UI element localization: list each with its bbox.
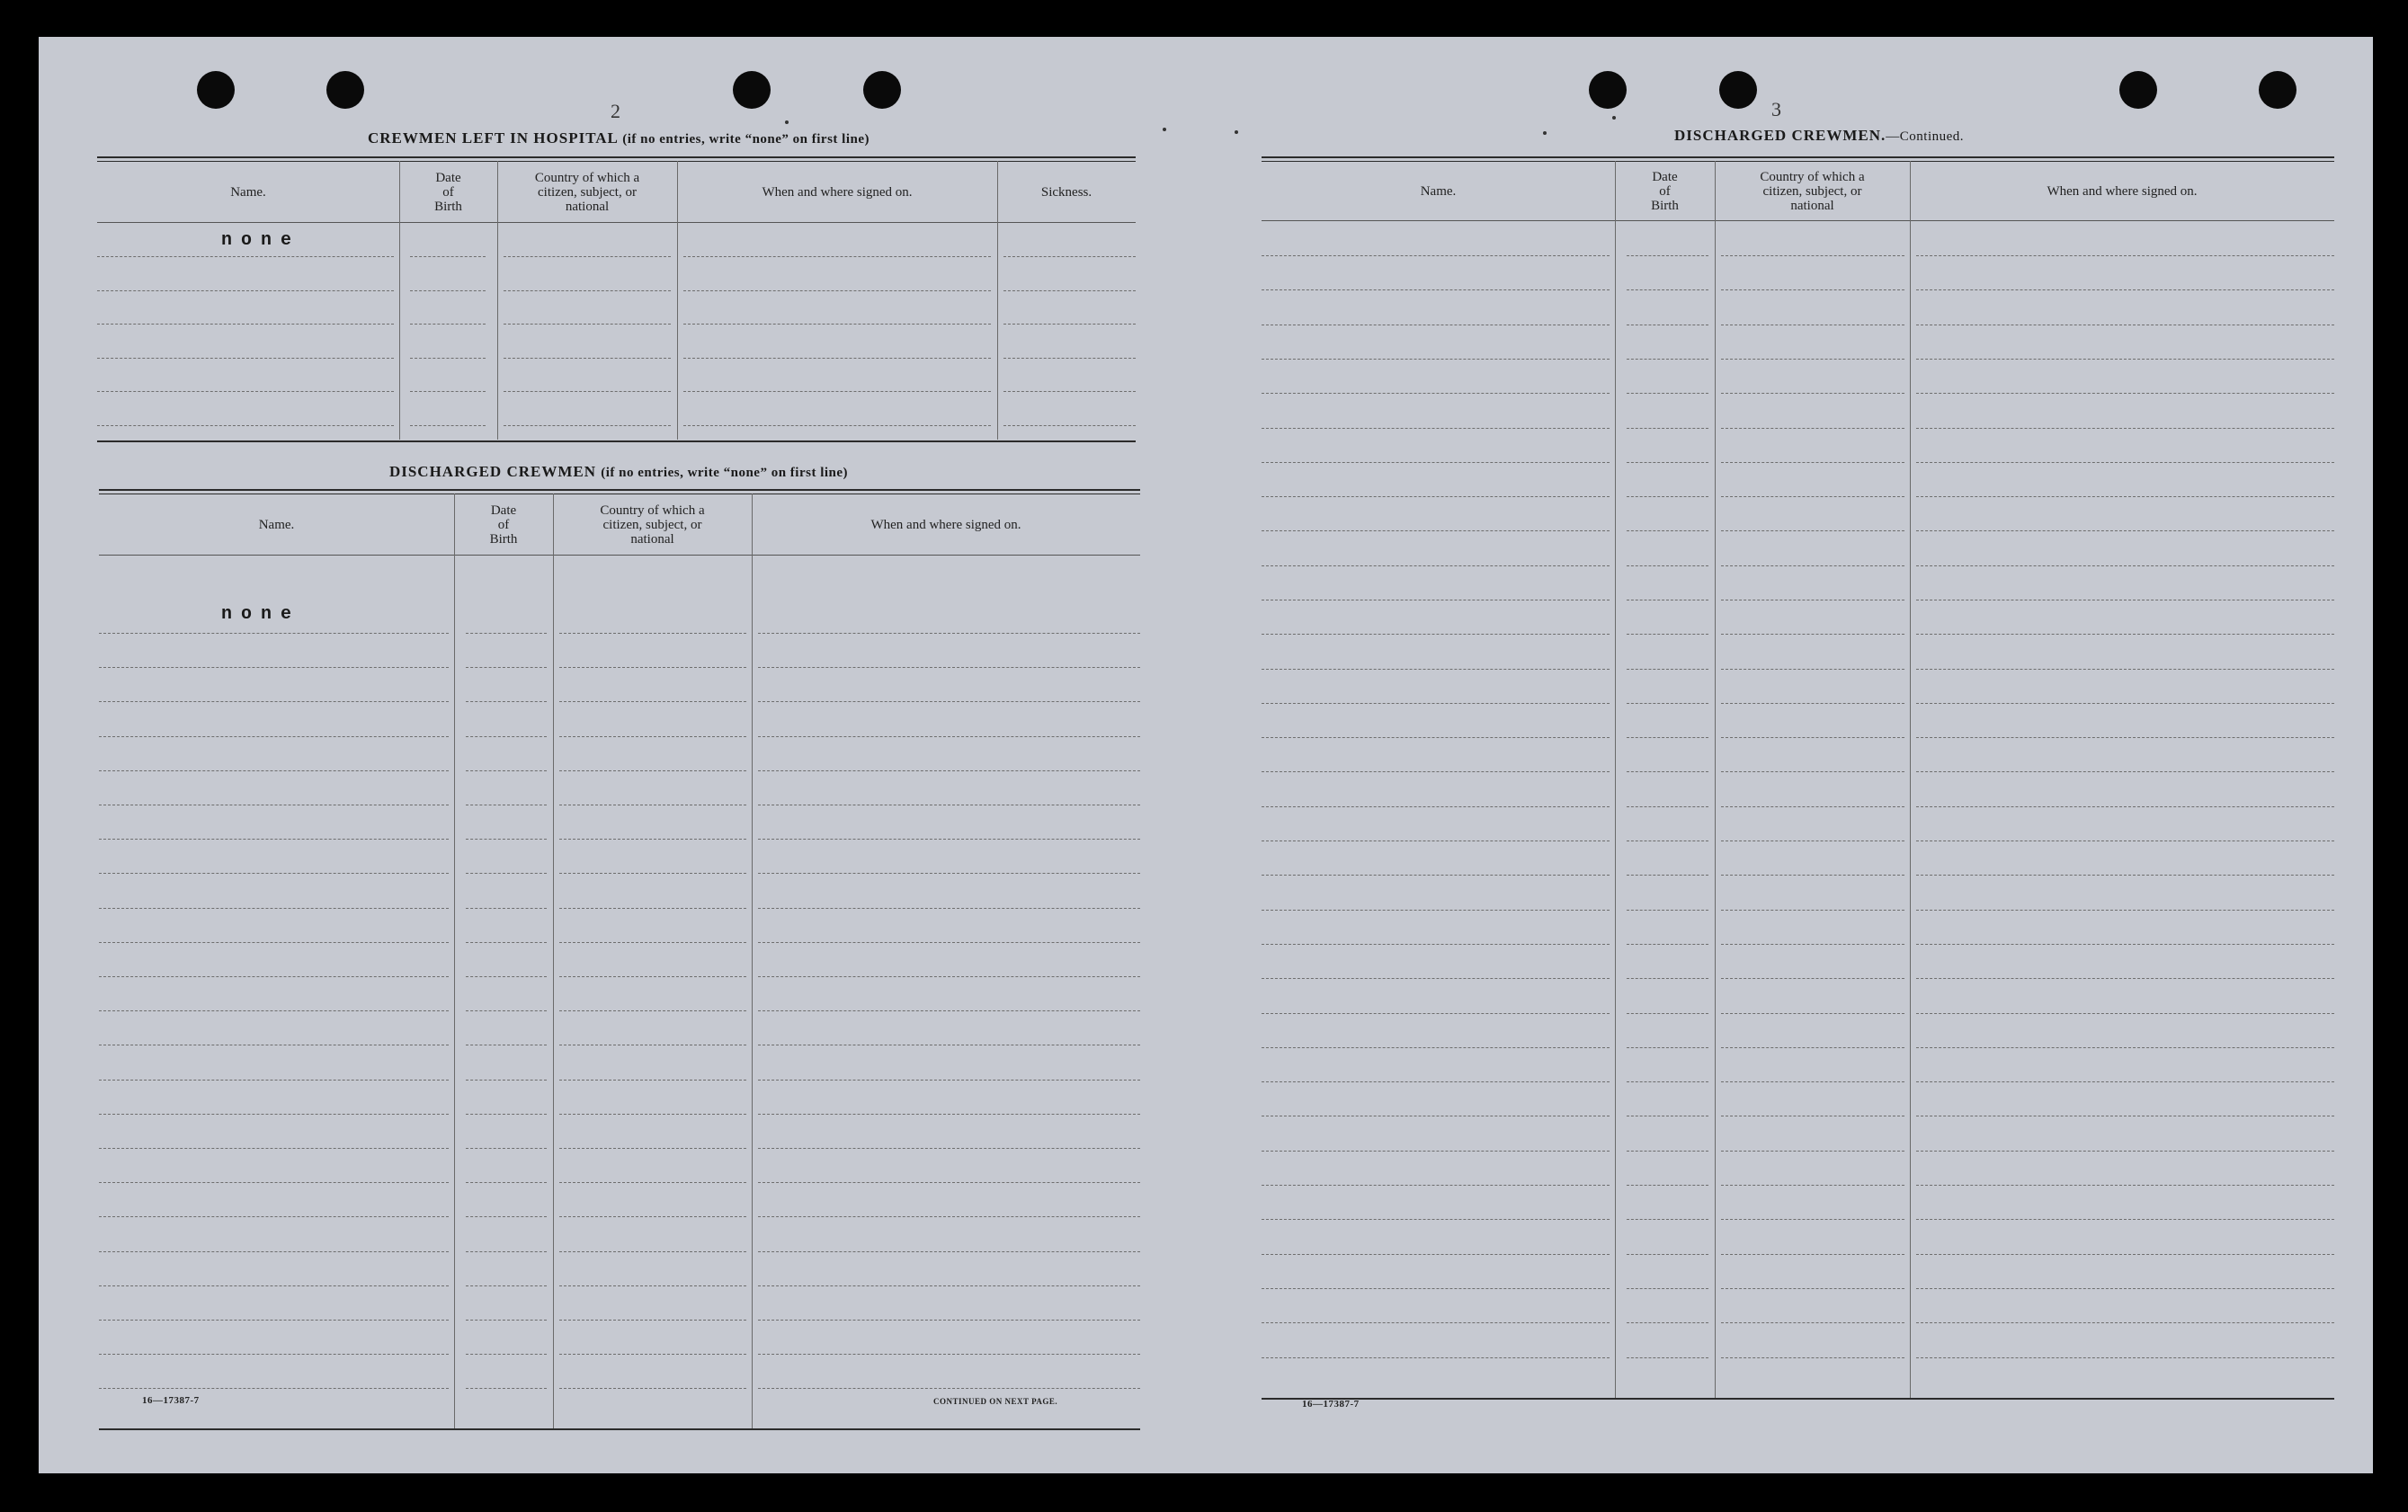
dotted-entry-line [1262,1254,1610,1255]
dotted-entry-line [99,667,449,668]
dotted-entry-line [758,701,1140,702]
dotted-entry-line [1721,1254,1904,1255]
dotted-entry-line [1721,393,1904,394]
dotted-entry-line [1262,565,1610,566]
page-number-right: 3 [1771,98,1781,120]
dotted-entry-line [99,873,449,874]
dotted-entry-line [466,942,547,943]
dotted-entry-line [1627,875,1708,876]
dotted-entry-line [1916,255,2334,256]
dotted-entry-line [758,1320,1140,1321]
dotted-entry-line [1627,1047,1708,1048]
table-top-rule [97,156,1136,158]
dotted-entry-line [559,701,746,702]
dotted-entry-line [410,358,486,359]
dotted-entry-line [1916,1219,2334,1220]
dotted-entry-line [1721,703,1904,704]
dotted-entry-line [1721,462,1904,463]
dotted-entry-line [1721,565,1904,566]
dotted-entry-line [1262,840,1610,841]
dotted-entry-line [559,976,746,977]
ink-speck [785,120,789,124]
punch-hole [197,71,235,109]
dotted-entry-line [1916,944,2334,945]
dotted-entry-line [1627,1219,1708,1220]
dotted-entry-line [1262,806,1610,807]
dotted-entry-line [758,1010,1140,1011]
hospital-section-title [97,129,1140,147]
dotted-entry-line [466,1182,547,1183]
dotted-entry-line [758,736,1140,737]
dotted-entry-line [1721,1081,1904,1082]
dotted-entry-line [466,839,547,840]
dotted-entry-line [410,324,486,325]
dotted-entry-line [466,1148,547,1149]
dotted-entry-line [504,358,671,359]
dotted-entry-line [1627,530,1708,531]
dotted-entry-line [1916,1151,2334,1152]
dotted-entry-line [1721,1047,1904,1048]
dotted-entry-line [466,1354,547,1355]
dotted-entry-line [1627,496,1708,497]
discharged-section-title [97,463,1140,481]
column-divider [1715,161,1716,1399]
dotted-entry-line [1721,875,1904,876]
dotted-entry-line [758,839,1140,840]
dotted-entry-line [758,1388,1140,1389]
dotted-entry-line [683,290,991,291]
ink-speck [1612,116,1616,120]
column-header-country: Country of which a citizen, subject, or national [1760,170,1865,213]
dotted-entry-line [1916,978,2334,979]
dotted-entry-line [683,425,991,426]
dotted-entry-line [1262,669,1610,670]
punch-hole [2119,71,2157,109]
ink-speck [1235,130,1238,134]
dotted-entry-line [1262,634,1610,635]
dotted-entry-line [559,1388,746,1389]
dotted-entry-line [559,770,746,771]
dotted-entry-line [559,1148,746,1149]
dotted-entry-line [559,1080,746,1081]
punch-hole [733,71,771,109]
dotted-entry-line [97,256,394,257]
header-divider [1262,220,2334,221]
dotted-entry-line [1721,289,1904,290]
dotted-entry-line [466,770,547,771]
dotted-entry-line [1627,428,1708,429]
dotted-entry-line [1262,978,1610,979]
dotted-entry-line [1003,324,1136,325]
dotted-entry-line [1627,1254,1708,1255]
dotted-entry-line [1916,875,2334,876]
column-header-date-of-birth: Date of Birth [434,171,462,214]
column-header-signed-on: When and where signed on. [870,518,1021,532]
dotted-entry-line [1262,737,1610,738]
dotted-entry-line [1627,806,1708,807]
dotted-entry-line [1916,1013,2334,1014]
dotted-entry-line [466,667,547,668]
dotted-entry-line [1003,358,1136,359]
dotted-entry-line [466,873,547,874]
dotted-entry-line [1627,393,1708,394]
dotted-entry-line [1721,530,1904,531]
column-header-country: Country of which a citizen, subject, or national [534,171,640,214]
header-divider [97,222,1136,223]
dotted-entry-line [466,1216,547,1217]
dotted-entry-line [1721,1219,1904,1220]
dotted-entry-line [1627,1013,1708,1014]
dotted-entry-line [1262,875,1610,876]
dotted-entry-line [1916,806,2334,807]
dotted-entry-line [99,976,449,977]
table-bottom-rule [99,1428,1140,1430]
dotted-entry-line [466,1080,547,1081]
dotted-entry-line [466,1320,547,1321]
dotted-entry-line [1262,255,1610,256]
punch-hole [326,71,364,109]
dotted-entry-line [559,633,746,634]
dotted-entry-line [1262,530,1610,531]
table-top-rule [1262,156,2334,158]
dotted-entry-line [1916,634,2334,635]
page-number-left: 2 [611,100,620,122]
column-divider [1615,161,1616,1399]
dotted-entry-line [1721,255,1904,256]
dotted-entry-line [1916,1185,2334,1186]
dotted-entry-line [466,736,547,737]
dotted-entry-line [758,942,1140,943]
dotted-entry-line [1262,1288,1610,1289]
dotted-entry-line [1627,703,1708,704]
dotted-entry-line [1627,910,1708,911]
dotted-entry-line [559,667,746,668]
dotted-entry-line [1721,737,1904,738]
punch-hole [1589,71,1627,109]
dotted-entry-line [99,1010,449,1011]
dotted-entry-line [1916,1081,2334,1082]
dotted-entry-line [1627,771,1708,772]
dotted-entry-line [99,1080,449,1081]
column-header-signed-on: When and where signed on. [762,185,913,200]
dotted-entry-line [1721,669,1904,670]
dotted-entry-line [99,942,449,943]
dotted-entry-line [1721,428,1904,429]
dotted-entry-line [99,770,449,771]
dotted-entry-line [1721,1013,1904,1014]
dotted-entry-line [466,1010,547,1011]
dotted-entry-line [1627,944,1708,945]
dotted-entry-line [758,667,1140,668]
dotted-entry-line [1627,1357,1708,1358]
dotted-entry-line [504,391,671,392]
dotted-entry-line [559,908,746,909]
column-divider [553,494,554,1428]
hospital-first-entry: none [221,230,301,251]
dotted-entry-line [99,1148,449,1149]
dotted-entry-line [758,1251,1140,1252]
dotted-entry-line [559,942,746,943]
dotted-entry-line [1627,359,1708,360]
dotted-entry-line [758,873,1140,874]
column-header-name: Name. [230,185,266,200]
dotted-entry-line [1916,565,2334,566]
dotted-entry-line [1262,289,1610,290]
dotted-entry-line [99,1114,449,1115]
dotted-entry-line [1916,1322,2334,1323]
dotted-entry-line [1262,1151,1610,1152]
dotted-entry-line [1721,910,1904,911]
dotted-entry-line [1262,1185,1610,1186]
dotted-entry-line [1916,737,2334,738]
column-header-sickness: Sickness. [1040,185,1093,200]
dotted-entry-line [99,1354,449,1355]
dotted-entry-line [1627,840,1708,841]
dotted-entry-line [99,736,449,737]
dotted-entry-line [1916,703,2334,704]
dotted-entry-line [1916,1288,2334,1289]
dotted-entry-line [1627,978,1708,979]
discharged-title-text: DISCHARGED CREWMEN [388,463,596,480]
dotted-entry-line [559,839,746,840]
dotted-entry-line [1916,771,2334,772]
dotted-entry-line [1916,910,2334,911]
dotted-entry-line [1916,530,2334,531]
dotted-entry-line [1627,289,1708,290]
dotted-entry-line [758,976,1140,977]
dotted-entry-line [1721,771,1904,772]
dotted-entry-line [559,1216,746,1217]
dotted-entry-line [1262,703,1610,704]
dotted-entry-line [1262,1219,1610,1220]
table-top-rule [1262,161,2334,162]
discharged-first-entry: none [221,604,301,625]
dotted-entry-line [1721,1151,1904,1152]
form-number-right: 16—17387-7 [1302,1399,1360,1410]
dotted-entry-line [758,908,1140,909]
column-divider [1910,161,1911,1399]
dotted-entry-line [97,425,394,426]
dotted-entry-line [97,324,394,325]
table-top-rule [97,161,1136,162]
dotted-entry-line [466,633,547,634]
dotted-entry-line [1262,1081,1610,1082]
dotted-entry-line [504,256,671,257]
dotted-entry-line [410,425,486,426]
dotted-entry-line [1916,1254,2334,1255]
dotted-entry-line [1721,840,1904,841]
dotted-entry-line [1627,1081,1708,1082]
table-bottom-rule [1262,1398,2334,1400]
dotted-entry-line [758,1080,1140,1081]
dotted-entry-line [504,290,671,291]
dotted-entry-line [99,1285,449,1286]
dotted-entry-line [97,290,394,291]
form-number-left: 16—17387-7 [142,1395,200,1406]
dotted-entry-line [758,1148,1140,1149]
discharged-table [99,489,1140,1433]
dotted-entry-line [1916,669,2334,670]
column-header-signed-on: When and where signed on. [2047,184,2198,199]
dotted-entry-line [99,701,449,702]
column-divider [454,494,455,1428]
hospital-table [97,156,1136,444]
dotted-entry-line [1721,1185,1904,1186]
punch-hole [863,71,901,109]
dotted-entry-line [559,1182,746,1183]
dotted-entry-line [1721,806,1904,807]
dotted-entry-line [559,1320,746,1321]
dotted-entry-line [99,1388,449,1389]
dotted-entry-line [758,633,1140,634]
dotted-entry-line [1262,1013,1610,1014]
dotted-entry-line [1262,496,1610,497]
dotted-entry-line [1721,634,1904,635]
dotted-entry-line [504,425,671,426]
dotted-entry-line [559,736,746,737]
dotted-entry-line [559,1114,746,1115]
dotted-entry-line [1916,393,2334,394]
column-header-name: Name. [1420,184,1457,199]
dotted-entry-line [1916,840,2334,841]
column-header-date-of-birth: Date of Birth [489,503,518,547]
dotted-entry-line [559,1285,746,1286]
dotted-entry-line [1721,1357,1904,1358]
dotted-entry-line [1721,1288,1904,1289]
dotted-entry-line [1262,910,1610,911]
hospital-title-text: CREWMEN LEFT IN HOSPITAL [368,129,618,147]
dotted-entry-line [1916,462,2334,463]
dotted-entry-line [1627,1151,1708,1152]
dotted-entry-line [1627,634,1708,635]
dotted-entry-line [1916,1357,2334,1358]
dotted-entry-line [466,976,547,977]
dotted-entry-line [1627,1288,1708,1289]
dotted-entry-line [1627,737,1708,738]
dotted-entry-line [758,1216,1140,1217]
column-header-country: Country of which a citizen, subject, or national [600,503,705,547]
discharged-continued-table [1262,156,2334,1442]
ink-speck [1163,128,1166,131]
dotted-entry-line [99,1216,449,1217]
dotted-entry-line [1627,1185,1708,1186]
dotted-entry-line [504,324,671,325]
dotted-entry-line [683,324,991,325]
dotted-entry-line [758,770,1140,771]
dotted-entry-line [97,391,394,392]
column-divider [752,494,753,1428]
dotted-entry-line [758,1285,1140,1286]
dotted-entry-line [758,1354,1140,1355]
dotted-entry-line [1262,771,1610,772]
dotted-entry-line [559,1251,746,1252]
dotted-entry-line [758,1182,1140,1183]
dotted-entry-line [1262,1322,1610,1323]
dotted-entry-line [466,1285,547,1286]
paper-sheet [39,37,2373,1473]
dotted-entry-line [559,1354,746,1355]
dotted-entry-line [559,1010,746,1011]
dotted-entry-line [99,1182,449,1183]
dotted-entry-line [1916,428,2334,429]
dotted-entry-line [1627,255,1708,256]
dotted-entry-line [1721,496,1904,497]
dotted-entry-line [1003,290,1136,291]
dotted-entry-line [1262,359,1610,360]
dotted-entry-line [466,1114,547,1115]
dotted-entry-line [1262,462,1610,463]
dotted-entry-line [1721,359,1904,360]
dotted-entry-line [1003,391,1136,392]
dotted-entry-line [559,873,746,874]
dotted-entry-line [1262,1047,1610,1048]
dotted-entry-line [1262,1357,1610,1358]
discharged-continued-title [1262,127,2377,145]
dotted-entry-line [1721,944,1904,945]
punch-hole [2259,71,2297,109]
punch-hole [1719,71,1757,109]
discharged-continued-title-text: DISCHARGED CREWMEN. [1673,127,1886,144]
dotted-entry-line [97,358,394,359]
dotted-entry-line [1627,1322,1708,1323]
dotted-entry-line [1003,425,1136,426]
dotted-entry-line [99,633,449,634]
dotted-entry-line [99,908,449,909]
header-divider [99,555,1140,556]
dotted-entry-line [1627,565,1708,566]
dotted-entry-line [466,908,547,909]
dotted-entry-line [410,256,486,257]
dotted-entry-line [410,391,486,392]
dotted-entry-line [1627,462,1708,463]
dotted-entry-line [1916,289,2334,290]
dotted-entry-line [1721,1322,1904,1323]
dotted-entry-line [1262,393,1610,394]
column-header-date-of-birth: Date of Birth [1651,170,1679,213]
discharged-title-note: (if no entries, write “none” on first line) [601,466,849,480]
column-header-name: Name. [258,518,295,532]
continued-note: CONTINUED ON NEXT PAGE. [933,1397,1058,1406]
dotted-entry-line [1916,496,2334,497]
dotted-entry-line [466,1388,547,1389]
dotted-entry-line [466,701,547,702]
dotted-entry-line [1916,1047,2334,1048]
dotted-entry-line [758,1114,1140,1115]
dotted-entry-line [1262,944,1610,945]
dotted-entry-line [410,290,486,291]
dotted-entry-line [683,358,991,359]
dotted-entry-line [1721,978,1904,979]
dotted-entry-line [1262,428,1610,429]
dotted-entry-line [683,256,991,257]
dotted-entry-line [1003,256,1136,257]
dotted-entry-line [99,839,449,840]
table-bottom-rule [97,440,1136,442]
dotted-entry-line [1627,669,1708,670]
hospital-title-note: (if no entries, write “none” on first line) [622,132,870,147]
dotted-entry-line [99,1251,449,1252]
dotted-entry-line [1916,359,2334,360]
dotted-entry-line [99,1320,449,1321]
table-top-rule [99,489,1140,491]
discharged-continued-suffix: —Continued. [1886,129,1965,144]
dotted-entry-line [466,1251,547,1252]
dotted-entry-line [683,391,991,392]
